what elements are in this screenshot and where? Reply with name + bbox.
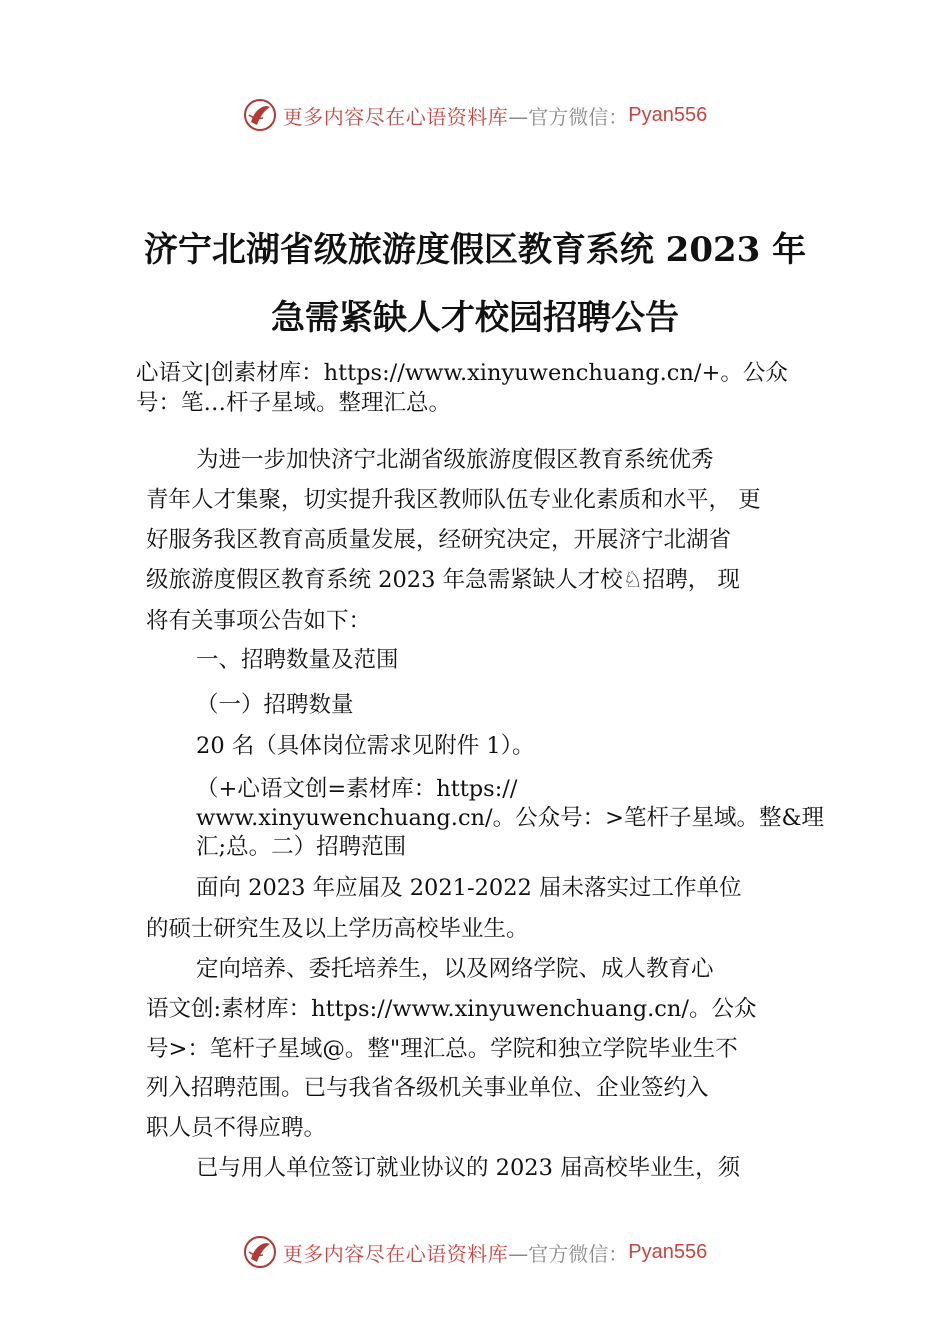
body-line: （+心语文创=素材库：https:// <box>196 776 518 802</box>
body-line: 级旅游度假区教育系统 2023 年急需紧缺人才校♘招聘， 现 <box>146 567 740 593</box>
footer-banner <box>0 1232 950 1272</box>
body-line: 已与用人单位签订就业协议的 2023 届高校毕业生，须 <box>196 1155 741 1181</box>
document-title-line-1: 济宁北湖省级旅游度假区教育系统 2023 年 <box>143 230 807 270</box>
body-line: 青年人才集聚，切实提升我区教师队伍专业化素质和水平， 更 <box>146 487 761 513</box>
banner-wechat-id: Pyan556 <box>628 103 708 126</box>
body-line: 定向培养、委托培养生，以及网络学院、成人教育心 <box>196 956 714 982</box>
banner-wechat-id: Pyan556 <box>628 1240 708 1263</box>
body-line: 号>：笔杆子星域@。整"理汇总。学院和独立学院毕业生不 <box>146 1036 738 1062</box>
brand-logo-icon <box>243 1235 277 1269</box>
body-line: 将有关事项公告如下： <box>146 608 372 634</box>
banner-text: 更多内容尽在心语资料库 <box>282 1241 509 1266</box>
body-line: 列入招聘范围。已与我省各级机关事业单位、企业签约入 <box>146 1075 709 1101</box>
body-line: 的硕士研究生及以上学历高校毕业生。 <box>146 916 529 942</box>
body-line: 职人员不得应聘。 <box>146 1115 327 1141</box>
header-banner <box>0 95 950 135</box>
body-line: 为进一步加快济宁北湖省级旅游度假区教育系统优秀 <box>196 447 714 473</box>
body-line: 号：笔…杆子星域。整理汇总。 <box>136 390 452 416</box>
body-line: 面向 2023 年应届及 2021-2022 届未落实过工作单位 <box>196 875 742 901</box>
body-line: 汇;总。二）招聘范围 <box>196 834 407 860</box>
body-line: 语文创:素材库：https://www.xinyuwenchuang.cn/。公众 <box>146 996 757 1022</box>
body-line: 好服务我区教育高质量发展，经研究决定，开展济宁北湖省 <box>146 527 732 553</box>
subsection-heading: （一）招聘数量 <box>196 692 354 718</box>
section-heading: 一、招聘数量及范围 <box>196 647 399 673</box>
body-line: 心语文|创素材库：https://www.xinyuwenchuang.cn/+。公众 <box>136 360 788 386</box>
document-title-line-2: 急需紧缺人才校园招聘公告 <box>271 298 679 338</box>
brand-logo-icon <box>243 98 277 132</box>
banner-text: 更多内容尽在心语资料库 <box>282 104 509 129</box>
body-line: 20 名（具体岗位需求见附件 1）。 <box>196 733 535 759</box>
banner-separator: —官方微信： <box>508 1241 629 1266</box>
body-line: www.xinyuwenchuang.cn/。公众号：>笔杆子星域。整&理 <box>196 805 825 831</box>
banner-separator: —官方微信： <box>508 104 629 129</box>
